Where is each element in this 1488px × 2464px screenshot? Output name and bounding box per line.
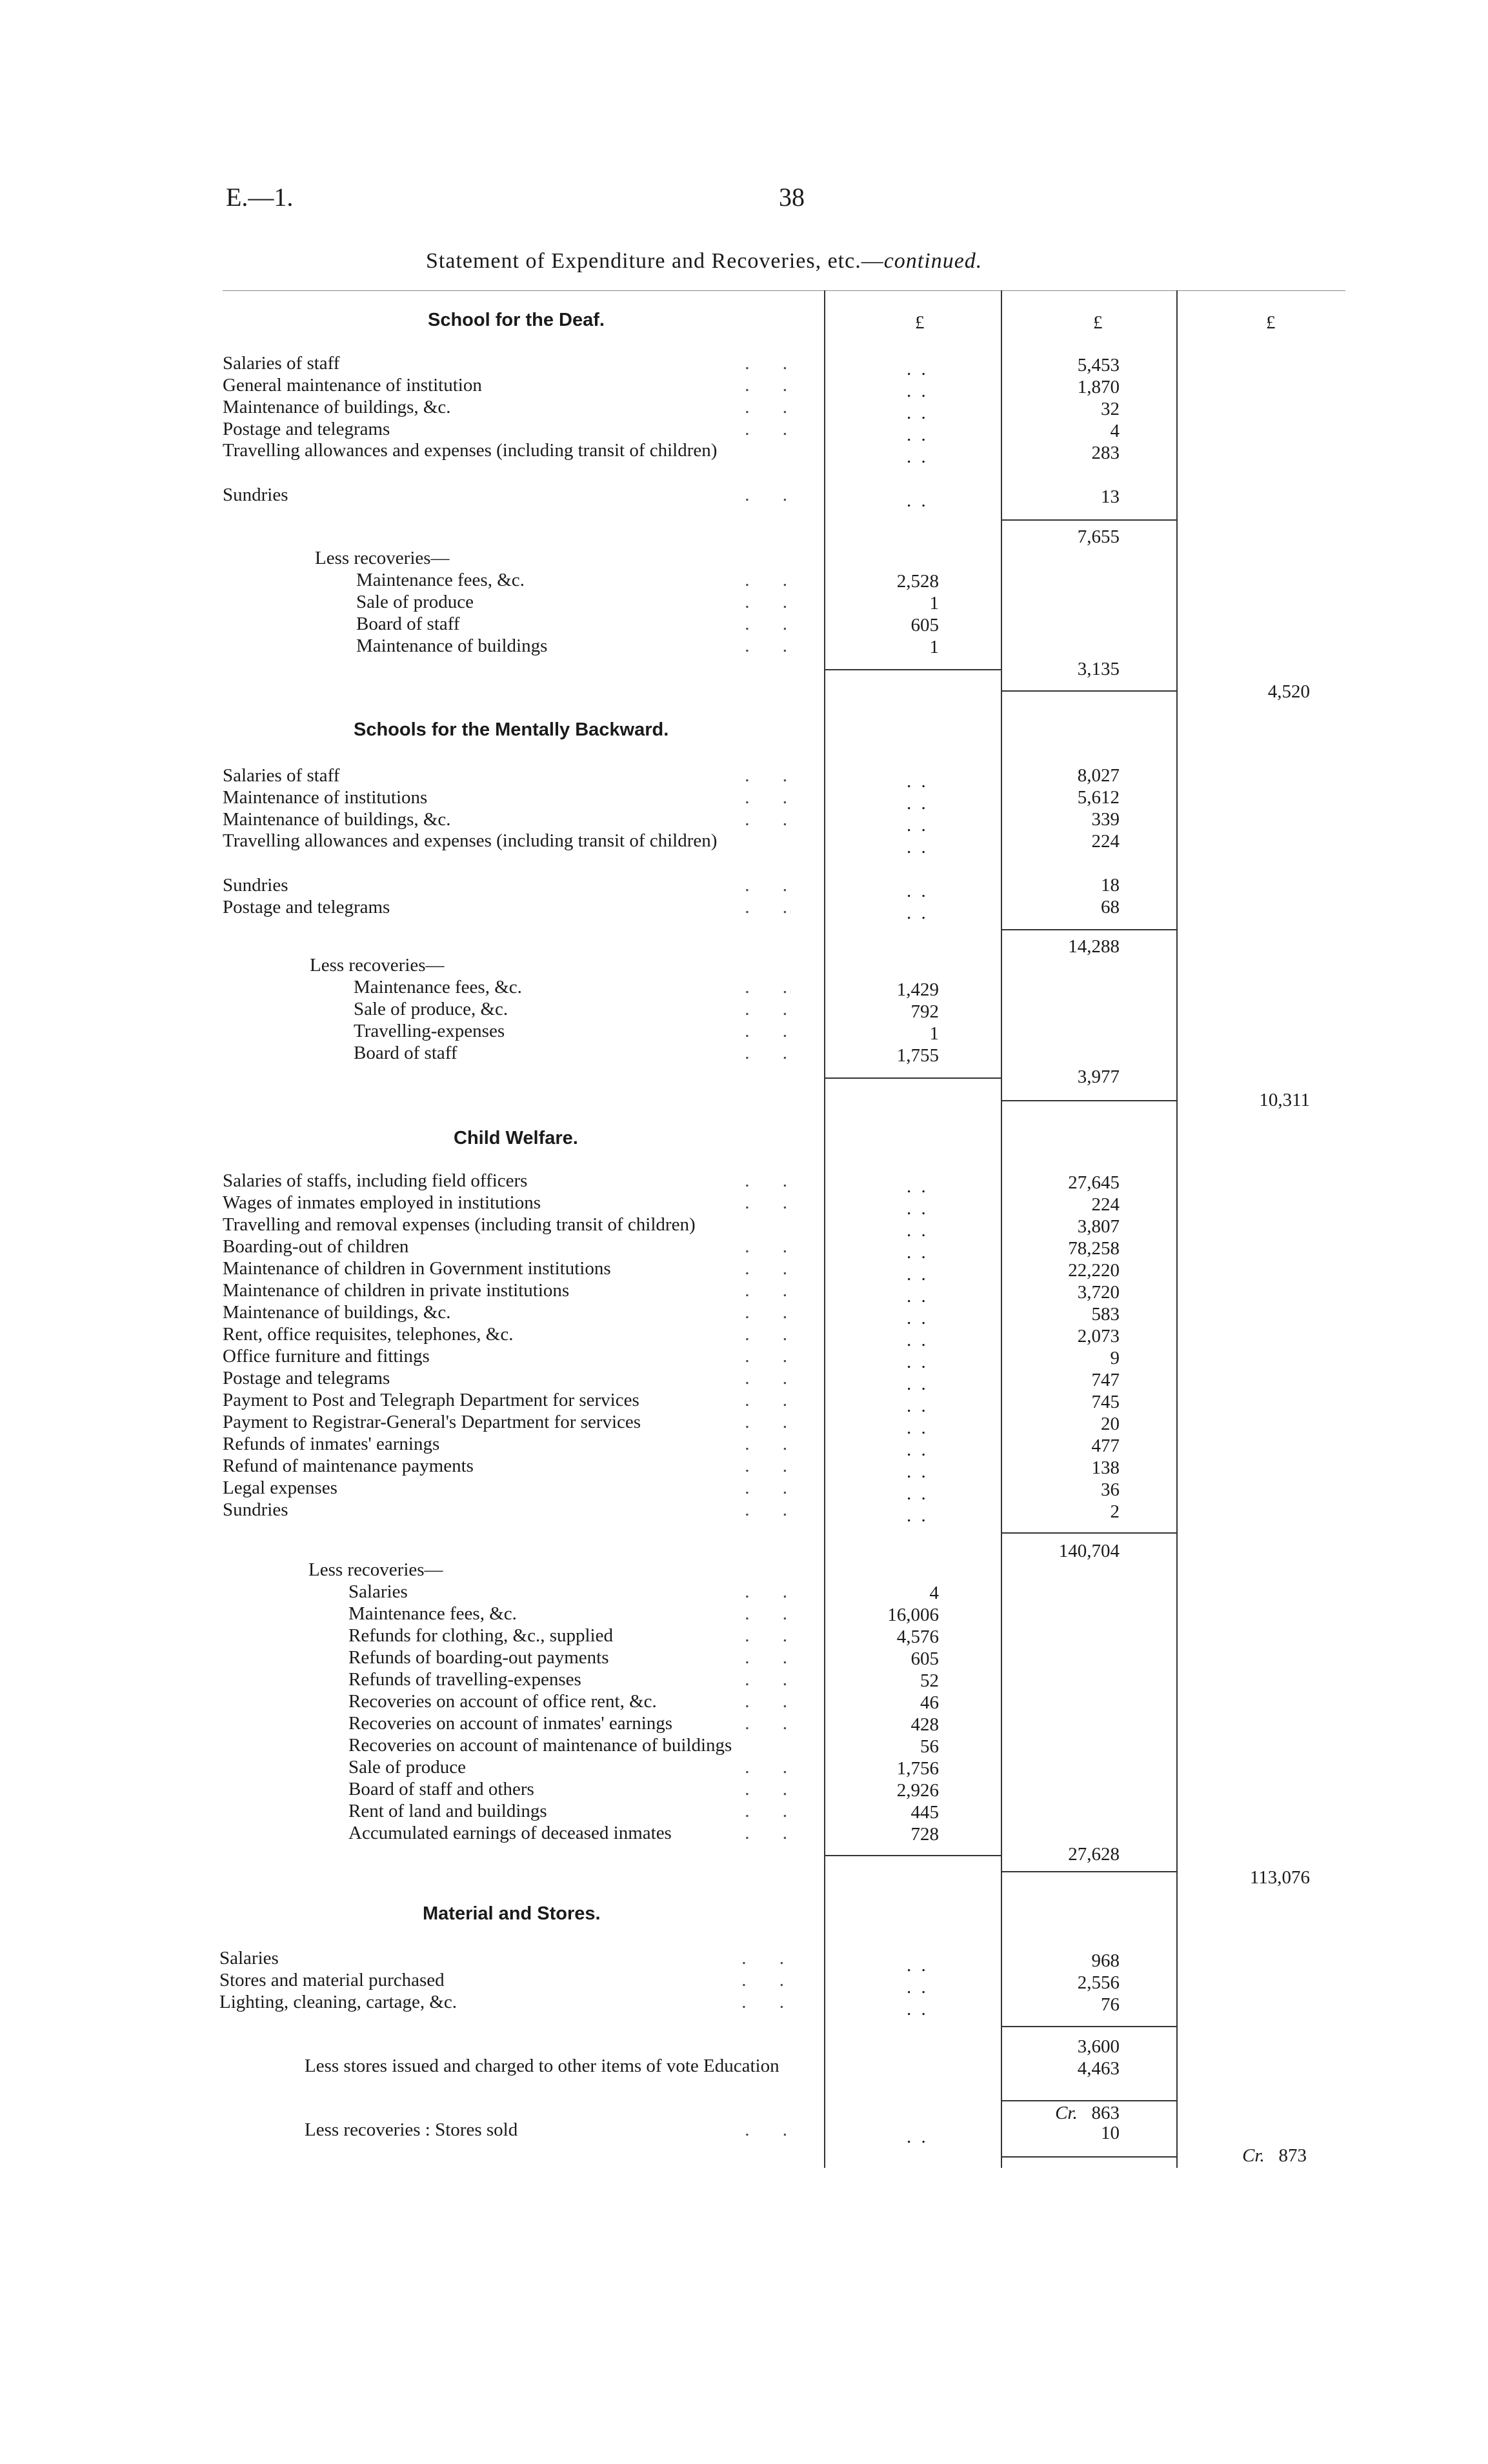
column-rule-2	[1001, 290, 1002, 2168]
leader-dots: . .	[745, 1757, 801, 1778]
line-item: . . Postage and telegrams	[223, 897, 801, 917]
net-credit-amount	[1210, 2145, 1307, 2167]
leader-dots: . .	[741, 1970, 798, 1990]
recovery-amount: 1,429	[896, 979, 939, 1000]
amount: 747	[1091, 1370, 1120, 1390]
leader-dots: . .	[745, 1801, 801, 1821]
recovery-amount: 2,926	[896, 1780, 939, 1801]
line-item: . . Sundries	[223, 485, 801, 505]
line-item: . . Sundries	[223, 1499, 801, 1520]
credit-value: 863	[1091, 2103, 1120, 2123]
amount: 968	[1091, 1950, 1120, 1971]
leader-dots: . .	[745, 999, 801, 1019]
amount: 339	[1091, 809, 1120, 830]
leader-dots: . .	[745, 375, 801, 396]
recovery-amount: 1	[929, 593, 939, 614]
leader-dots: . .	[745, 1477, 801, 1498]
amount: 2,073	[1077, 1326, 1120, 1347]
leader-dots: . .	[741, 1948, 798, 1968]
recovery-amount: 428	[910, 1714, 939, 1735]
nil-mark: . .	[907, 1242, 929, 1263]
line-item: . . Legal expenses	[223, 1477, 801, 1498]
recovery-item: . . Maintenance fees, &c.	[354, 977, 801, 997]
subtotal-amount: 7,655	[1077, 526, 1120, 547]
page-reference: E.—1.	[226, 183, 294, 212]
nil-mark: . .	[907, 381, 929, 401]
recovery-amount: 445	[910, 1802, 939, 1823]
nil-mark: . .	[907, 903, 929, 923]
amount: 5,453	[1077, 355, 1120, 376]
amount: 27,645	[1068, 1172, 1120, 1193]
amount: 3,720	[1077, 1282, 1120, 1303]
line-item: . . Rent, office requisites, telephones, &c.	[223, 1324, 801, 1345]
recovery-item: . . Rent of land and buildings	[348, 1801, 801, 1821]
leader-dots: . .	[745, 765, 801, 786]
line-item: Travelling and removal expenses (including transit of children)	[223, 1214, 807, 1236]
amount: 76	[1101, 1994, 1120, 2015]
credit-label: Cr.	[1055, 2103, 1078, 2123]
leader-dots: . .	[745, 1192, 801, 1213]
recovery-amount: 1	[929, 637, 939, 657]
recoveries-total: 27,628	[1068, 1844, 1120, 1865]
nil-mark: . .	[907, 1286, 929, 1307]
nil-mark: . .	[907, 1999, 929, 2019]
line-item: . . Lighting, cleaning, cartage, &c.	[219, 1992, 798, 2012]
section-rule	[1001, 1871, 1176, 1872]
nil-mark: . .	[907, 1417, 929, 1438]
nil-mark: . .	[907, 1176, 929, 1197]
nil-mark: . .	[907, 1396, 929, 1416]
nil-mark: . .	[907, 1955, 929, 1976]
nil-mark: . .	[907, 881, 929, 901]
amount: 32	[1101, 399, 1120, 419]
less-stores-sold-label: . . Less recoveries : Stores sold	[305, 2119, 801, 2140]
leader-dots: . .	[745, 1346, 801, 1367]
column-rule-1	[824, 290, 825, 2168]
recovery-item: . . Recoveries on account of inmates' earnings	[348, 1713, 801, 1734]
recovery-amount: 52	[920, 1670, 939, 1691]
subtotal-rule	[1001, 929, 1176, 930]
amount: 1,870	[1077, 377, 1120, 397]
leader-dots: . .	[745, 1499, 801, 1520]
recovery-item: . . Accumulated earnings of deceased inmates	[348, 1823, 801, 1843]
recovery-amount: 1,755	[896, 1045, 939, 1066]
section-title-welfare: Child Welfare.	[454, 1128, 578, 1148]
leader-dots: . .	[745, 1302, 801, 1323]
line-item: . . Salaries of staff	[223, 765, 801, 786]
amount: 22,220	[1068, 1260, 1120, 1281]
amount: 5,612	[1077, 787, 1120, 808]
amount: 8,027	[1077, 765, 1120, 786]
recovery-item: . . Board of staff	[356, 614, 801, 634]
subtotal-amount: 3,600	[1077, 2036, 1120, 2057]
amount: 224	[1091, 1194, 1120, 1215]
leader-dots: . .	[745, 1412, 801, 1432]
line-item: . . Refunds of inmates' earnings	[223, 1434, 801, 1454]
leader-dots: . .	[745, 1368, 801, 1388]
recoveries-rule	[824, 1855, 1001, 1856]
leader-dots: . .	[745, 1669, 801, 1690]
leader-dots: . .	[745, 787, 801, 808]
leader-dots: . .	[745, 1456, 801, 1476]
net-credit-label: Cr.	[1242, 2145, 1265, 2166]
leader-dots: . .	[745, 592, 801, 612]
amount: 9	[1110, 1348, 1120, 1368]
recoveries-rule	[824, 669, 1001, 670]
recovery-amount: 1,756	[896, 1758, 939, 1779]
leader-dots: . .	[745, 353, 801, 374]
recovery-amount: 4	[929, 1583, 939, 1603]
line-item: . . Maintenance of buildings, &c.	[223, 1302, 801, 1323]
line-item: . . Sundries	[223, 875, 801, 896]
amount: 583	[1091, 1304, 1120, 1325]
line-item: . . Postage and telegrams	[223, 1368, 801, 1388]
column-rule-3	[1176, 290, 1178, 2168]
amount: 3,807	[1077, 1216, 1120, 1237]
recovery-item: . . Refunds for clothing, &c., supplied	[348, 1625, 801, 1646]
recovery-amount: 605	[910, 1648, 939, 1669]
amount: 2,556	[1077, 1972, 1120, 1993]
statement-title	[426, 249, 982, 274]
leader-dots: . .	[745, 397, 801, 417]
nil-mark: . .	[907, 1198, 929, 1219]
amount: 36	[1101, 1479, 1120, 1500]
subtotal-rule	[1001, 519, 1176, 521]
leader-dots: . .	[745, 875, 801, 896]
nil-mark: . .	[907, 1374, 929, 1394]
line-item: Travelling allowances and expenses (including transit of children)	[223, 830, 718, 851]
line-item: . . General maintenance of institution	[223, 375, 801, 396]
line-item: . . Payment to Registrar-General's Department for services	[223, 1412, 801, 1432]
recovery-amount: 728	[910, 1824, 939, 1845]
leader-dots: . .	[745, 570, 801, 590]
nil-mark: . .	[907, 1352, 929, 1372]
line-item: . . Salaries	[219, 1948, 798, 1968]
stores-issued-amount: 4,463	[1077, 2058, 1120, 2079]
nil-mark: . .	[907, 771, 929, 792]
leader-dots: . .	[745, 1043, 801, 1063]
recovery-item: . . Travelling-expenses	[354, 1021, 801, 1041]
nil-mark: . .	[907, 815, 929, 836]
recovery-amount: 2,528	[896, 571, 939, 592]
leader-dots: . .	[745, 1823, 801, 1843]
recovery-item: . . Board of staff and others	[348, 1779, 801, 1799]
nil-mark: . .	[907, 1505, 929, 1526]
amount: 4	[1110, 421, 1120, 441]
subtotal-amount: 140,704	[1058, 1541, 1120, 1561]
less-recoveries-label: Less recoveries—	[308, 1559, 892, 1581]
net-credit-value: 873	[1278, 2145, 1307, 2166]
line-item: . . Maintenance of institutions	[223, 787, 801, 808]
amount: 2	[1110, 1501, 1120, 1522]
currency-heading-col2: £	[1093, 312, 1103, 333]
stores-sold-amount: 10	[1101, 2123, 1120, 2143]
recovery-amount: 4,576	[896, 1627, 939, 1647]
amount: 745	[1091, 1392, 1120, 1412]
recoveries-rule	[824, 1077, 1001, 1079]
leader-dots: . .	[745, 897, 801, 917]
net-amount: 10,311	[1259, 1090, 1310, 1110]
amount: 78,258	[1068, 1238, 1120, 1259]
section-rule	[1001, 1100, 1176, 1101]
leader-dots: . .	[745, 2119, 801, 2140]
line-item: . . Maintenance of buildings, &c.	[223, 809, 801, 830]
nil-mark: . .	[907, 359, 929, 379]
section-title-backward: Schools for the Mentally Backward.	[354, 719, 669, 740]
line-item: . . Maintenance of children in private institutions	[223, 1280, 801, 1301]
recovery-amount: 792	[910, 1001, 939, 1022]
leader-dots: . .	[745, 1779, 801, 1799]
nil-mark: . .	[907, 1264, 929, 1285]
leader-dots: . .	[745, 1713, 801, 1734]
leader-dots: . .	[745, 1280, 801, 1301]
nil-mark: . .	[907, 1483, 929, 1504]
leader-dots: . .	[745, 977, 801, 997]
nil-mark: . .	[907, 1330, 929, 1350]
less-recoveries-label: Less recoveries—	[315, 547, 899, 569]
leader-dots: . .	[745, 1390, 801, 1410]
amount: 18	[1101, 875, 1120, 896]
nil-mark: . .	[907, 2127, 929, 2147]
leader-dots: . .	[745, 614, 801, 634]
line-item: Travelling allowances and expenses (including transit of children)	[223, 440, 718, 461]
nil-mark: . .	[907, 1977, 929, 1998]
statement-title-continued: continued.	[883, 249, 983, 273]
nil-mark: . .	[907, 425, 929, 445]
recoveries-total: 3,135	[1077, 659, 1120, 679]
leader-dots: . .	[745, 636, 801, 656]
recovery-item: . . Sale of produce	[356, 592, 801, 612]
line-item: . . Payment to Post and Telegraph Department for services	[223, 1390, 801, 1410]
line-item: . . Maintenance of buildings, &c.	[223, 397, 801, 417]
less-stores-issued-label: Less stores issued and charged to other items of vote Education	[305, 2056, 779, 2076]
closing-rule	[1001, 2156, 1176, 2158]
recovery-item: . . Sale of produce, &c.	[354, 999, 801, 1019]
recovery-item: . . Refunds of travelling-expenses	[348, 1669, 801, 1690]
nil-mark: . .	[907, 1461, 929, 1482]
leader-dots: . .	[745, 809, 801, 830]
line-item: . . Salaries of staff	[223, 353, 801, 374]
recovery-amount: 46	[920, 1692, 939, 1713]
nil-mark: . .	[907, 1439, 929, 1460]
line-item: . . Boarding-out of children	[223, 1236, 801, 1257]
amount: 68	[1101, 897, 1120, 917]
recovery-item: . . Maintenance of buildings	[356, 636, 801, 656]
leader-dots: . .	[745, 1258, 801, 1279]
leader-dots: . .	[745, 1324, 801, 1345]
recovery-item: . . Recoveries on account of office rent, &c.	[348, 1691, 801, 1712]
recovery-item: . . Board of staff	[354, 1043, 801, 1063]
leader-dots: . .	[745, 1021, 801, 1041]
line-item: . . Postage and telegrams	[223, 419, 801, 439]
leader-dots: . .	[745, 1170, 801, 1191]
recovery-item: . . Sale of produce	[348, 1757, 801, 1778]
subtotal-amount: 14,288	[1068, 936, 1120, 957]
currency-heading-col3: £	[1266, 312, 1276, 333]
nil-mark: . .	[907, 446, 929, 467]
recovery-amount: 16,006	[887, 1605, 939, 1625]
section-title-stores: Material and Stores.	[423, 1903, 601, 1924]
currency-heading-col1: £	[915, 312, 925, 333]
leader-dots: . .	[741, 1992, 798, 2012]
nil-mark: . .	[907, 490, 929, 511]
line-item: . . Refund of maintenance payments	[223, 1456, 801, 1476]
leader-dots: . .	[745, 1236, 801, 1257]
credit-rule	[1001, 2100, 1176, 2101]
line-item: . . Maintenance of children in Government institutions	[223, 1258, 801, 1279]
recovery-amount: 605	[910, 615, 939, 636]
leader-dots: . .	[745, 419, 801, 439]
leader-dots: . .	[745, 1691, 801, 1712]
leader-dots: . .	[745, 485, 801, 505]
amount: 283	[1091, 443, 1120, 463]
net-amount: 4,520	[1267, 681, 1310, 702]
recovery-item: . . Maintenance fees, &c.	[356, 570, 801, 590]
leader-dots: . .	[745, 1581, 801, 1602]
line-item: . . Salaries of staffs, including field officers	[223, 1170, 801, 1191]
recovery-item: . . Maintenance fees, &c.	[348, 1603, 801, 1624]
recovery-item: Recoveries on account of maintenance of buildings	[348, 1734, 807, 1756]
line-item: . . Office furniture and fittings	[223, 1346, 801, 1367]
statement-title-main: Statement of Expenditure and Recoveries, etc.—	[426, 249, 884, 273]
recovery-amount: 56	[920, 1736, 939, 1757]
section-rule	[1001, 690, 1176, 692]
recovery-item: . . Refunds of boarding-out payments	[348, 1647, 801, 1668]
leader-dots: . .	[745, 1603, 801, 1624]
recovery-item: . . Salaries	[348, 1581, 801, 1602]
section-title-deaf: School for the Deaf.	[428, 310, 605, 330]
nil-mark: . .	[907, 1308, 929, 1328]
nil-mark: . .	[907, 837, 929, 857]
recoveries-total: 3,977	[1077, 1067, 1120, 1087]
amount: 138	[1091, 1457, 1120, 1478]
leader-dots: . .	[745, 1434, 801, 1454]
leader-dots: . .	[745, 1625, 801, 1646]
net-amount: 113,076	[1249, 1867, 1310, 1888]
line-item: . . Stores and material purchased	[219, 1970, 798, 1990]
recovery-amount: 1	[929, 1023, 939, 1044]
less-recoveries-label: Less recoveries—	[310, 954, 894, 976]
amount: 477	[1091, 1436, 1120, 1456]
credit-amount	[1010, 2102, 1120, 2124]
subtotal-rule	[1001, 2026, 1176, 2027]
line-item: . . Wages of inmates employed in institutions	[223, 1192, 801, 1213]
subtotal-rule	[1001, 1532, 1176, 1534]
amount: 20	[1101, 1414, 1120, 1434]
leader-dots: . .	[745, 1647, 801, 1668]
amount: 13	[1101, 486, 1120, 507]
amount: 224	[1091, 831, 1120, 852]
page-number: 38	[779, 183, 805, 212]
nil-mark: . .	[907, 403, 929, 423]
nil-mark: . .	[907, 1220, 929, 1241]
nil-mark: . .	[907, 793, 929, 814]
